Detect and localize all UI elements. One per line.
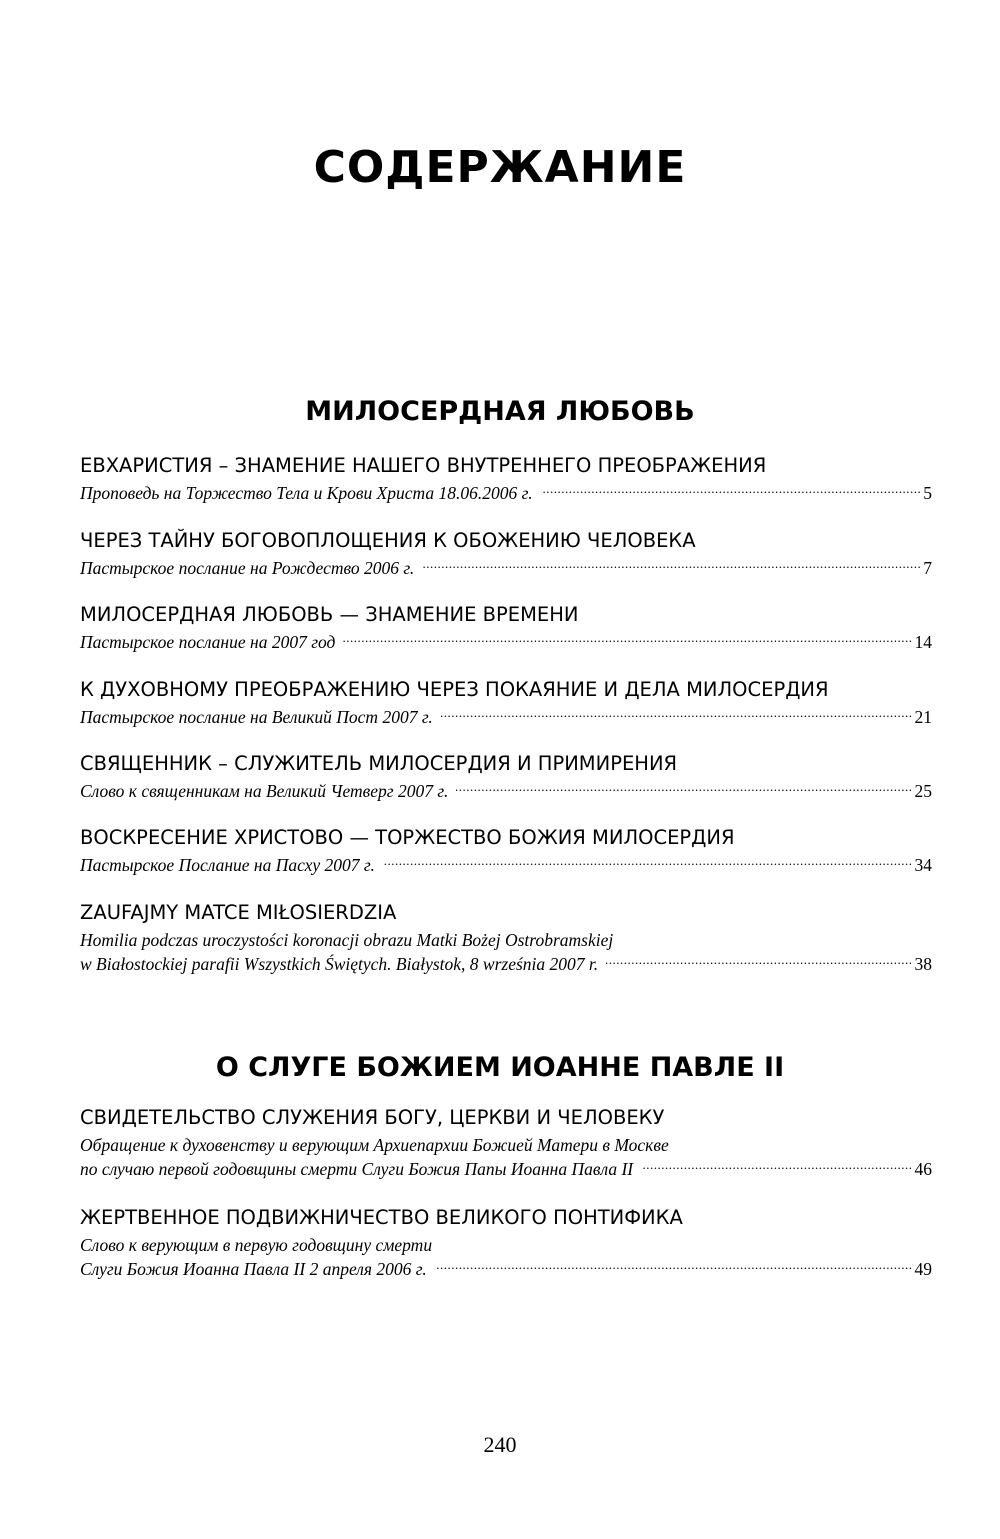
entry-description: по случаю первой годовщины смерти Слуги Божия Папы Иоанна Павла II bbox=[80, 1159, 634, 1179]
entry-page-number: 34 bbox=[914, 855, 932, 875]
entry-description: Слово к священникам на Великий Четверг 2007 г. bbox=[80, 781, 449, 801]
entry-page-number: 7 bbox=[923, 558, 932, 578]
entry-page-number: 14 bbox=[914, 632, 932, 652]
entry-line bbox=[80, 1157, 932, 1181]
entry-description: Пастырское послание на Великий Пост 2007 г. bbox=[80, 707, 433, 727]
entry-line bbox=[80, 556, 932, 580]
toc-entry[interactable] bbox=[80, 1103, 932, 1181]
dot-leader bbox=[383, 853, 913, 871]
entry-description: Пастырское послание на Рождество 2006 г. bbox=[80, 558, 415, 578]
entry-title: ZAUFAJMY MATCE MIŁOSIERDZIA bbox=[80, 901, 397, 924]
toc-entry[interactable] bbox=[80, 823, 932, 877]
entry-description: Проповедь на Торжество Тела и Крови Христа 18.06.2006 г. bbox=[80, 483, 533, 503]
entry-description-line: Homilia podczas uroczystości koronacji obrazu Matki Bożej Ostrobramskiej bbox=[80, 930, 614, 950]
entry-description: w Białostockiej parafii Wszystkich Świętych. Białystok, 8 września 2007 r. bbox=[80, 954, 599, 974]
section-heading: МИЛОСЕРДНАЯ ЛЮБОВЬ bbox=[305, 396, 695, 427]
entry-page-number: 25 bbox=[914, 781, 932, 801]
entry-title: ВОСКРЕСЕНИЕ ХРИСТОВО — ТОРЖЕСТВО БОЖИЯ МИЛОСЕРДИЯ bbox=[80, 826, 735, 849]
page-title: СОДЕРЖАНИЕ bbox=[313, 142, 687, 193]
entry-page-number: 21 bbox=[914, 707, 932, 727]
entry-page-number: 38 bbox=[914, 954, 932, 974]
entry-page-number: 49 bbox=[914, 1259, 932, 1279]
entry-title: ЕВХАРИСТИЯ – ЗНАМЕНИЕ НАШЕГО ВНУТРЕННЕГО ПРЕОБРАЖЕНИЯ bbox=[80, 454, 767, 477]
dot-leader bbox=[456, 779, 912, 797]
entry-description: Слуги Божия Иоанна Павла II 2 апреля 2006 г. bbox=[80, 1259, 427, 1279]
toc-entry[interactable] bbox=[80, 1203, 932, 1281]
entry-title: СВИДЕТЕЛЬСТВО СЛУЖЕНИЯ БОГУ, ЦЕРКВИ И ЧЕЛОВЕКУ bbox=[80, 1106, 665, 1129]
toc-entry[interactable] bbox=[80, 898, 932, 976]
entry-line bbox=[80, 630, 932, 654]
entry-description: Пастырское послание на 2007 год bbox=[80, 632, 336, 652]
dot-leader bbox=[606, 952, 912, 970]
entry-title: МИЛОСЕРДНАЯ ЛЮБОВЬ — ЗНАМЕНИЕ ВРЕМЕНИ bbox=[80, 603, 579, 626]
entry-title: К ДУХОВНОМУ ПРЕОБРАЖЕНИЮ ЧЕРЕЗ ПОКАЯНИЕ И ДЕЛА МИЛОСЕРДИЯ bbox=[80, 678, 829, 701]
entry-line bbox=[80, 705, 932, 729]
entry-description: Пастырское Послание на Пасху 2007 г. bbox=[80, 855, 375, 875]
entry-line bbox=[80, 779, 932, 803]
section-heading: О СЛУГЕ БОЖИЕМ ИОАННЕ ПАВЛЕ II bbox=[215, 1052, 785, 1083]
dot-leader bbox=[441, 705, 913, 723]
dot-leader bbox=[343, 630, 912, 648]
dot-leader bbox=[641, 1157, 912, 1175]
dot-leader bbox=[435, 1257, 913, 1275]
toc-entry[interactable] bbox=[80, 451, 932, 505]
toc-entry[interactable] bbox=[80, 749, 932, 803]
toc-entry[interactable] bbox=[80, 675, 932, 729]
footer-page-number: 240 bbox=[483, 1432, 517, 1457]
entry-description-line: Обращение к духовенству и верующим Архиепархии Божией Матери в Москве bbox=[80, 1135, 669, 1155]
toc-entry[interactable] bbox=[80, 526, 932, 580]
entry-line bbox=[80, 853, 932, 877]
dot-leader bbox=[541, 481, 922, 499]
entry-line bbox=[80, 481, 932, 505]
entry-description-line: Слово к верующим в первую годовщину смерти bbox=[80, 1235, 433, 1255]
entry-line bbox=[80, 1257, 932, 1281]
toc-entry[interactable] bbox=[80, 600, 932, 654]
entry-title: ЧЕРЕЗ ТАЙНУ БОГОВОПЛОЩЕНИЯ К ОБОЖЕНИЮ ЧЕЛОВЕКА bbox=[80, 529, 696, 552]
dot-leader bbox=[422, 556, 921, 574]
entry-title: ЖЕРТВЕННОЕ ПОДВИЖНИЧЕСТВО ВЕЛИКОГО ПОНТИФИКА bbox=[80, 1206, 683, 1229]
entry-page-number: 5 bbox=[923, 483, 932, 503]
entry-page-number: 46 bbox=[914, 1159, 932, 1179]
entry-title: СВЯЩЕННИК – СЛУЖИТЕЛЬ МИЛОСЕРДИЯ И ПРИМИРЕНИЯ bbox=[80, 752, 678, 775]
entry-line bbox=[80, 952, 932, 976]
